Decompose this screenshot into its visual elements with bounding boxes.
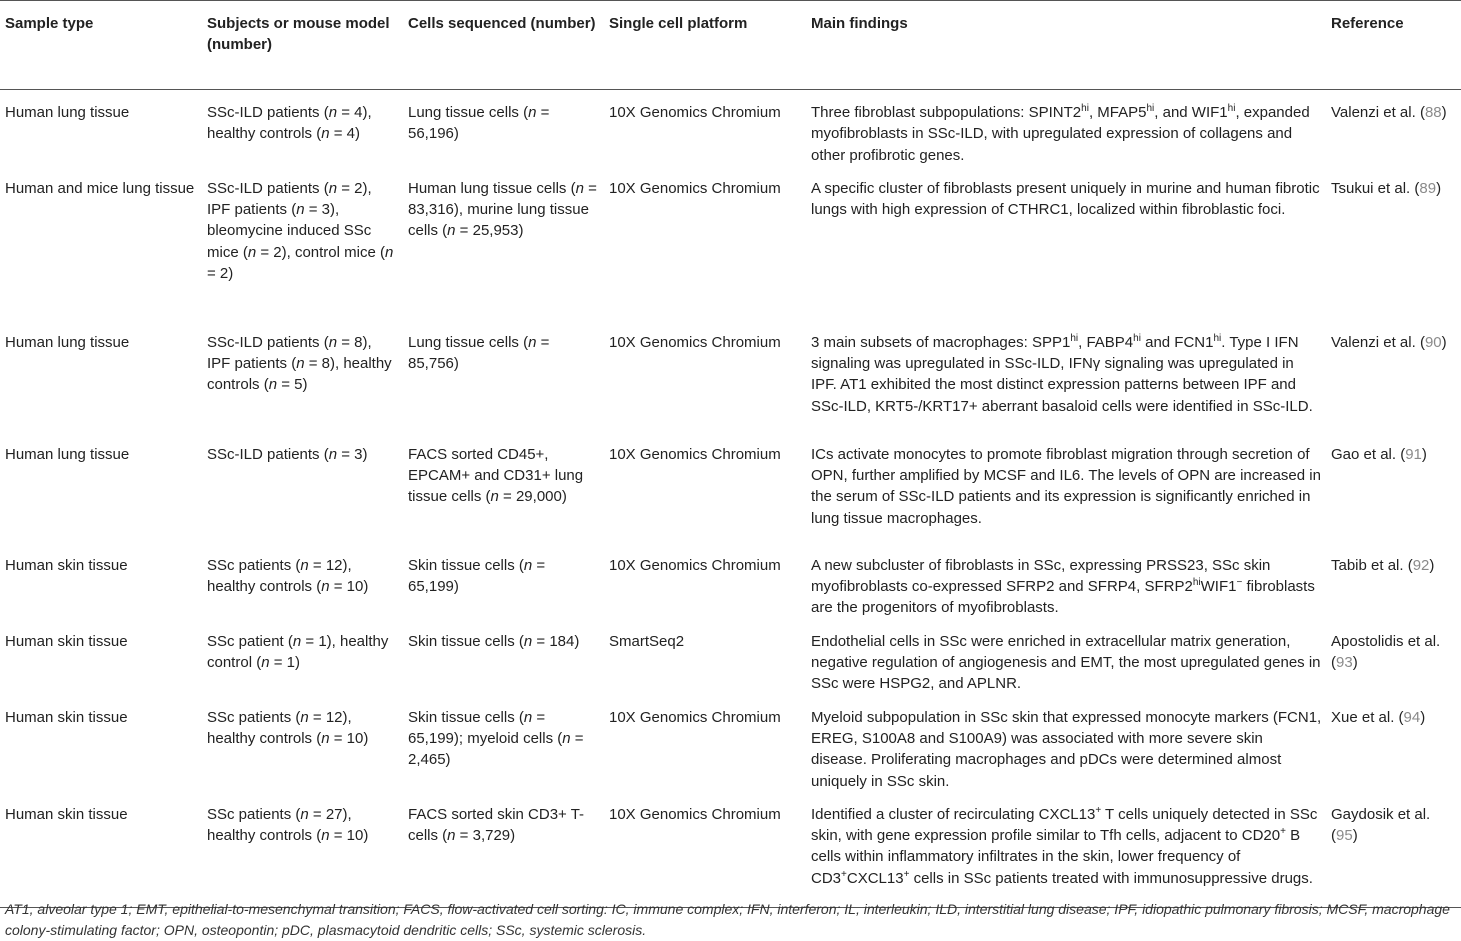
- table-row: [0, 166, 1461, 320]
- reference-link[interactable]: 90: [1424, 333, 1442, 351]
- cell-sample: Human and mice lung tissue: [5, 179, 195, 197]
- cell-reference: Tsukui et al. (89): [1331, 179, 1442, 197]
- cell-sample: Human lung tissue: [5, 445, 130, 463]
- table-header-row: [0, 1, 1461, 90]
- cell-reference: Gao et al. (91): [1331, 445, 1427, 463]
- table-row: [0, 432, 1461, 543]
- cell-reference: Valenzi et al. (88): [1331, 104, 1447, 121]
- cell-platform: 10X Genomics Chromium: [609, 708, 781, 726]
- cell-findings: A new subcluster of fibroblasts in SSc, expressing PRSS23, SSc skin myofibroblasts co-expressed SFRP2 and SFRP4, $SFRP2^{hi}WIF1^-$ fibroblasts are the progenitors of myofibroblasts.: [811, 556, 1315, 617]
- cell-subjects: SSc patient (n = 1), healthy control (n = 1): [207, 632, 389, 672]
- cell-findings: Identified a cluster of recirculating CXCL13+ T cells uniquely detected in SSc skin, with gene expression profile similar to Tfh cells, adjacent to CD20+ B cells within inflammatory infiltrates in the skin, lower frequency of CD3+CXCL13+ cells in SSc patients treated with immunosuppressive drugs.: [811, 804, 1318, 887]
- cell-findings: A specific cluster of fibroblasts present uniquely in murine and human fibrotic lungs with high expression of CTHRC1, localized within fibroblastic foci.: [811, 179, 1320, 219]
- cell-platform: 10X Genomics Chromium: [609, 805, 781, 823]
- cell-cells: Skin tissue cells (n = 184): [408, 632, 580, 650]
- cell-findings: Three fibroblast subpopulations: $SPINT2^{hi}$, $MFAP5^{hi}$, and $WIF1^{hi}$, expanded myofibroblasts in SSc-ILD, with upregulated expression of collagens and other profibrotic genes.: [811, 103, 1310, 164]
- cell-cells: Skin tissue cells (n = 65,199): [408, 556, 546, 596]
- cell-sample: Human skin tissue: [5, 805, 128, 823]
- cell-cells: Lung tissue cells (n = 56,196): [408, 104, 550, 143]
- cell-subjects: SSc patients (n = 12), healthy controls (n = 10): [207, 708, 369, 747]
- reference-link[interactable]: 92: [1412, 556, 1430, 574]
- table-row: [0, 619, 1461, 695]
- cell-reference: Valenzi et al. (90): [1331, 333, 1447, 351]
- header-reference: Reference: [1326, 1, 1461, 90]
- table-footnote: AT1, alveolar type 1; EMT, epithelial-to-mesenchymal transition; FACS, flow-activated cell sorting: IC, immune complex; IFN, interferon; IL, interleukin; ILD, interstitial lung disease; IPF, idiopathic pulmonary fibrosis; MCSF, macrophage colony-stimulating factor; OPN, osteopontin; pDC, plasmacytoid dendritic cells; SSc, systemic sclerosis.: [5, 901, 1450, 938]
- cell-platform: 10X Genomics Chromium: [609, 333, 781, 351]
- cell-reference: Xue et al. (94): [1331, 708, 1426, 726]
- header-platform: Single cell platform: [604, 1, 806, 90]
- header-subjects: Subjects or mouse model (number): [202, 1, 403, 90]
- cell-sample: Human lung tissue: [5, 333, 130, 351]
- header-findings: Main findings: [806, 1, 1326, 90]
- cell-sample: Human skin tissue: [5, 632, 128, 650]
- cell-findings: Endothelial cells in SSc were enriched in extracellular matrix generation, negative regulation of angiogenesis and EMT, the most upregulated genes in SSc were HSPG2, and APLNR.: [811, 632, 1321, 693]
- cell-cells: FACS sorted CD45+, EPCAM+ and CD31+ lung tissue cells (n = 29,000): [408, 445, 584, 506]
- cell-platform: 10X Genomics Chromium: [609, 445, 781, 463]
- reference-link[interactable]: 94: [1403, 708, 1421, 726]
- cell-findings: Myeloid subpopulation in SSc skin that expressed monocyte markers (FCN1, EREG, S100A8 and S100A9) was associated with more severe skin disease. Proliferating macrophages and pDCs were determined almost uniquely in SSc skin.: [811, 708, 1322, 790]
- cell-cells: FACS sorted skin CD3+ T-cells (n = 3,729): [408, 805, 585, 845]
- cell-platform: 10X Genomics Chromium: [609, 556, 781, 574]
- reference-link[interactable]: 95: [1336, 827, 1353, 845]
- table-row: [0, 90, 1461, 166]
- reference-link[interactable]: 93: [1336, 654, 1353, 672]
- table-row: [0, 320, 1461, 432]
- cell-platform: SmartSeq2: [609, 632, 685, 650]
- table-row: [0, 695, 1461, 792]
- cell-reference: Tabib et al. (92): [1331, 556, 1435, 574]
- table-row: [0, 543, 1461, 619]
- cell-sample: Human skin tissue: [5, 556, 128, 574]
- table-row: [0, 792, 1461, 908]
- reference-link[interactable]: 91: [1405, 445, 1422, 463]
- reference-link[interactable]: 88: [1424, 104, 1442, 121]
- cell-subjects: SSc patients (n = 12), healthy controls (n = 10): [207, 556, 369, 596]
- cell-findings: ICs activate monocytes to promote fibroblast migration through secretion of OPN, further amplified by MCSF and IL6. The levels of OPN are increased in the serum of SSc-ILD patients and its expression is significantly enriched in lung tissue macrophages.: [811, 445, 1321, 527]
- cell-subjects: SSc-ILD patients (n = 8), IPF patients (n = 8), healthy controls (n = 5): [207, 333, 392, 394]
- cell-reference: Apostolidis et al. (93): [1331, 632, 1441, 672]
- cell-cells: Human lung tissue cells (n = 83,316), murine lung tissue cells (n = 25,953): [408, 179, 597, 240]
- cell-platform: 10X Genomics Chromium: [609, 179, 781, 197]
- cell-subjects: SSc-ILD patients (n = 4), healthy controls (n = 4): [207, 104, 372, 143]
- header-sample-type: Sample type: [0, 1, 202, 90]
- cell-sample: Human skin tissue: [5, 708, 128, 726]
- cell-cells: Lung tissue cells (n = 85,756): [408, 333, 550, 373]
- reference-link[interactable]: 89: [1419, 179, 1437, 197]
- cell-sample: Human lung tissue: [5, 104, 130, 121]
- cell-subjects: SSc-ILD patients (n = 2), IPF patients (n = 3), bleomycine induced SSc mice (n = 2), control mice (n = 2): [207, 179, 394, 283]
- cell-platform: 10X Genomics Chromium: [609, 104, 781, 121]
- cell-reference: Gaydosik et al. (95): [1331, 805, 1431, 845]
- cell-cells: Skin tissue cells (n = 65,199); myeloid cells (n = 2,465): [408, 708, 584, 769]
- cell-findings: 3 main subsets of macrophages: $SPP1^{hi}$, $FABP4^{hi}$ and $FCN1^{hi}$. Type I IFN signaling was upregulated in SSc-ILD, IFNγ signaling was upregulated in IPF. AT1 exhibited the most distinct expression patterns between IPF and SSc-ILD, KRT5-/KRT17+ aberrant basaloid cells were identified in SSc-ILD.: [811, 332, 1313, 415]
- cell-subjects: SSc-ILD patients (n = 3): [207, 445, 368, 463]
- header-cells: Cells sequenced (number): [403, 1, 604, 90]
- cell-subjects: SSc patients (n = 27), healthy controls (n = 10): [207, 805, 369, 845]
